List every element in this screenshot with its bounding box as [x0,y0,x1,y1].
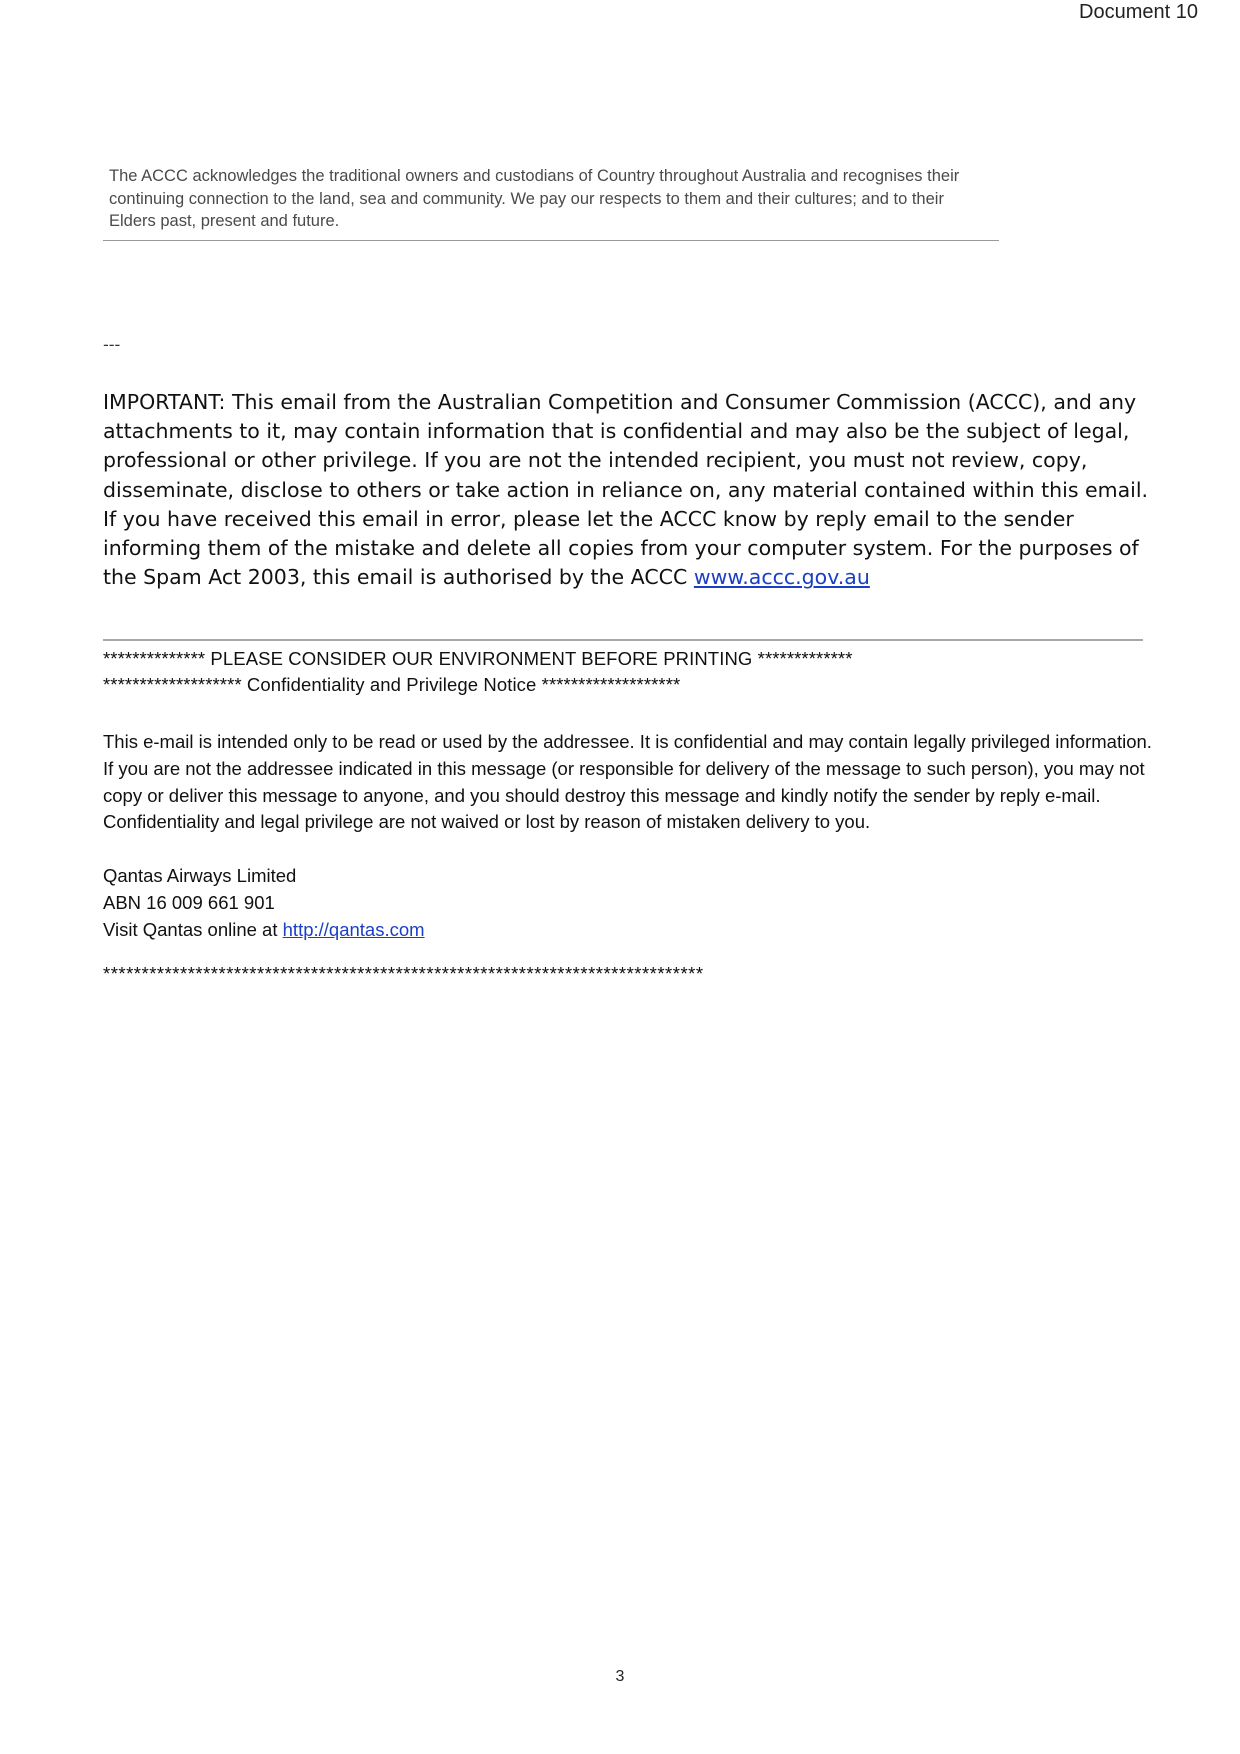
closing-star-line: ****************************************************************************** [103,963,704,984]
accc-important-notice [103,388,1153,592]
qantas-visit-prefix: Visit Qantas online at [103,918,278,940]
acknowledgement-of-country: The ACCC acknowledges the traditional owners and custodians of Country throughout Australia and recognises their continuing connection to the land, sea and community. We pay our respects to them and their cultures; and to their Elders past, present and future. [109,167,960,230]
acknowledgement-divider [103,240,999,241]
qantas-company-name: Qantas Airways Limited [103,865,297,887]
qantas-abn: ABN 16 009 661 901 [103,891,275,913]
qantas-website-link[interactable]: http://qantas.com [282,918,425,940]
document-label: Document 10 [1079,1,1198,23]
qantas-notice-body: This e-mail is intended only to be read or used by the addressee. It is confidential and may contain legally privileged information. If you are not the addressee indicated in this message (or responsible for delivery of the message to such person), you may not copy or deliver this message to anyone, and you should destroy this message and kindly notify the sender by reply e-mail. Confidentiality and legal privilege are not waived or lost by reason of mistaken delivery to you. [103,731,1152,833]
accc-notice-text: IMPORTANT: This email from the Australian Competition and Consumer Commission (ACCC), and any attachments to it, may contain information that is confidential and may also be the subject of legal, professional or other privilege. If you are not the intended recipient, you must not review, copy, disseminate, disclose to others or take action in reliance on, any material contained within this email. If you have received this email in error, please let the ACCC know by reply email to the sender informing them of the mistake and delete all copies from your computer system. For the purposes of the Spam Act 2003, this email is authorised by the ACCC [103,390,1149,590]
page-number: 3 [615,1668,625,1685]
qantas-confidentiality-notice [103,729,1153,944]
signature-separator: --- [103,335,121,354]
environment-banner: ************** PLEASE CONSIDER OUR ENVIRONMENT BEFORE PRINTING ************* [103,648,853,669]
qantas-visit-line [103,917,1153,944]
notice-divider [103,639,1143,641]
confidentiality-banner: ******************* Confidentiality and Privilege Notice ******************* [103,674,681,695]
accc-website-link[interactable]: www.accc.gov.au [693,565,870,590]
